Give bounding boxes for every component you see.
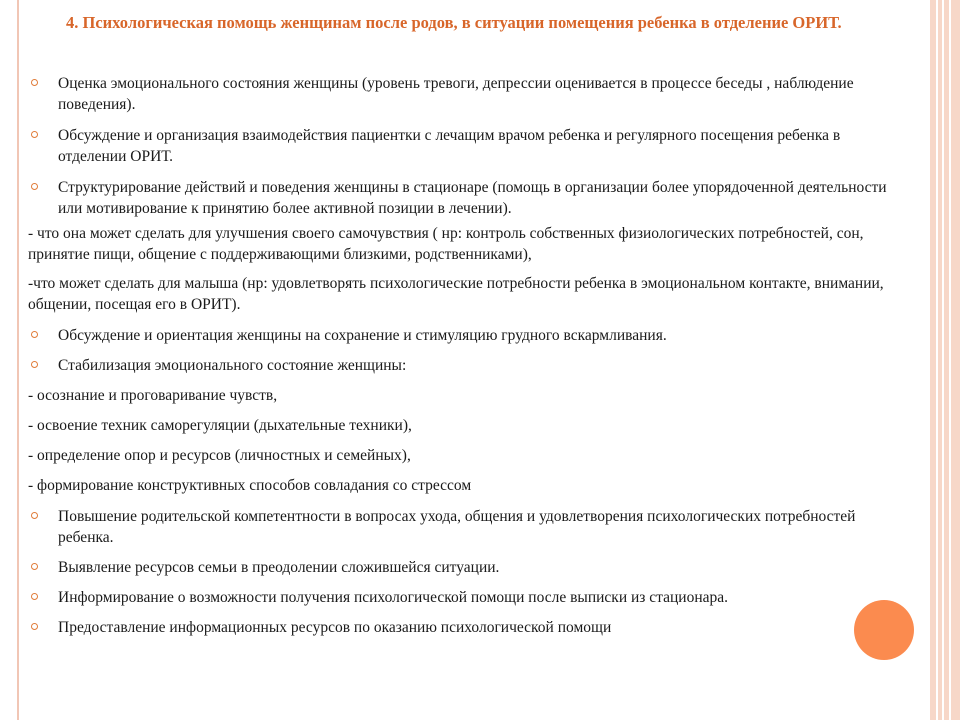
item-text: -что может сделать для малыша (нр: удовлетворять психологические потребности ребенка в эмоциональном контакте, внимании, общении, посещая его в ОРИТ). xyxy=(28,275,884,313)
bullet-item xyxy=(28,557,908,578)
bullet-item xyxy=(28,355,908,376)
item-text: Повышение родительской компетентности в вопросах ухода, общения и удовлетворения психологических потребностей ребенка. xyxy=(58,508,856,546)
left-decorative-rule xyxy=(17,0,19,720)
item-text: - формирование конструктивных способов совладания со стрессом xyxy=(28,477,472,494)
bullet-item xyxy=(28,325,908,346)
circle-bullet-icon xyxy=(31,593,38,600)
circle-bullet-icon xyxy=(31,79,38,86)
item-text: - осознание и проговаривание чувств, xyxy=(28,387,278,404)
circle-bullet-icon xyxy=(31,623,38,630)
item-text: Информирование о возможности получения психологической помощи после выписки из стационара. xyxy=(58,589,729,606)
dash-item xyxy=(28,223,908,265)
item-text: Обсуждение и организация взаимодействия пациентки с лечащим врачом ребенка и регулярного посещения ребенка в отделении ОРИТ. xyxy=(58,127,841,165)
item-text: Выявление ресурсов семьи в преодолении сложившейся ситуации. xyxy=(58,559,500,576)
bullet-item xyxy=(28,617,908,638)
item-text: Стабилизация эмоционального состояние женщины: xyxy=(58,357,407,374)
bullet-item xyxy=(28,73,908,115)
circle-bullet-icon xyxy=(31,331,38,338)
circle-bullet-icon xyxy=(31,512,38,519)
item-text: Оценка эмоционального состояния женщины (уровень тревоги, депрессии оценивается в процессе беседы , наблюдение поведения). xyxy=(58,75,854,113)
bullet-item xyxy=(28,587,908,608)
item-text: Структурирование действий и поведения женщины в стационаре (помощь в организации более упорядоченной деятельности или мотивирование к принятию более активной позиции в лечении). xyxy=(58,179,887,217)
dash-item xyxy=(28,415,908,436)
dash-item xyxy=(28,475,908,496)
dash-item xyxy=(28,445,908,466)
item-text: - освоение техник саморегуляции (дыхательные техники), xyxy=(28,417,412,434)
bullet-item xyxy=(28,506,908,548)
bullet-item xyxy=(28,177,908,219)
slide-content xyxy=(28,64,908,638)
bullet-item xyxy=(28,125,908,167)
right-decorative-band xyxy=(930,0,960,720)
circle-bullet-icon xyxy=(31,131,38,138)
item-text: - определение опор и ресурсов (личностных и семейных), xyxy=(28,447,411,464)
decorative-circle xyxy=(854,600,914,660)
circle-bullet-icon xyxy=(31,183,38,190)
circle-bullet-icon xyxy=(31,563,38,570)
slide-title: 4. Психологическая помощь женщинам после родов, в ситуации помещения ребенка в отделение ОРИТ. xyxy=(66,13,842,32)
item-text: - что она может сделать для улучшения своего самочувствия ( нр: контроль собственных физиологических потребностей, сон, принятие пищи, общение с поддерживающими близкими, родственниками), xyxy=(28,225,864,263)
dash-item xyxy=(28,385,908,406)
dash-item xyxy=(28,273,908,315)
item-text: Обсуждение и ориентация женщины на сохранение и стимуляцию грудного вскармливания. xyxy=(58,327,667,344)
circle-bullet-icon xyxy=(31,361,38,368)
item-text: Предоставление информационных ресурсов по оказанию психологической помощи xyxy=(58,619,612,636)
